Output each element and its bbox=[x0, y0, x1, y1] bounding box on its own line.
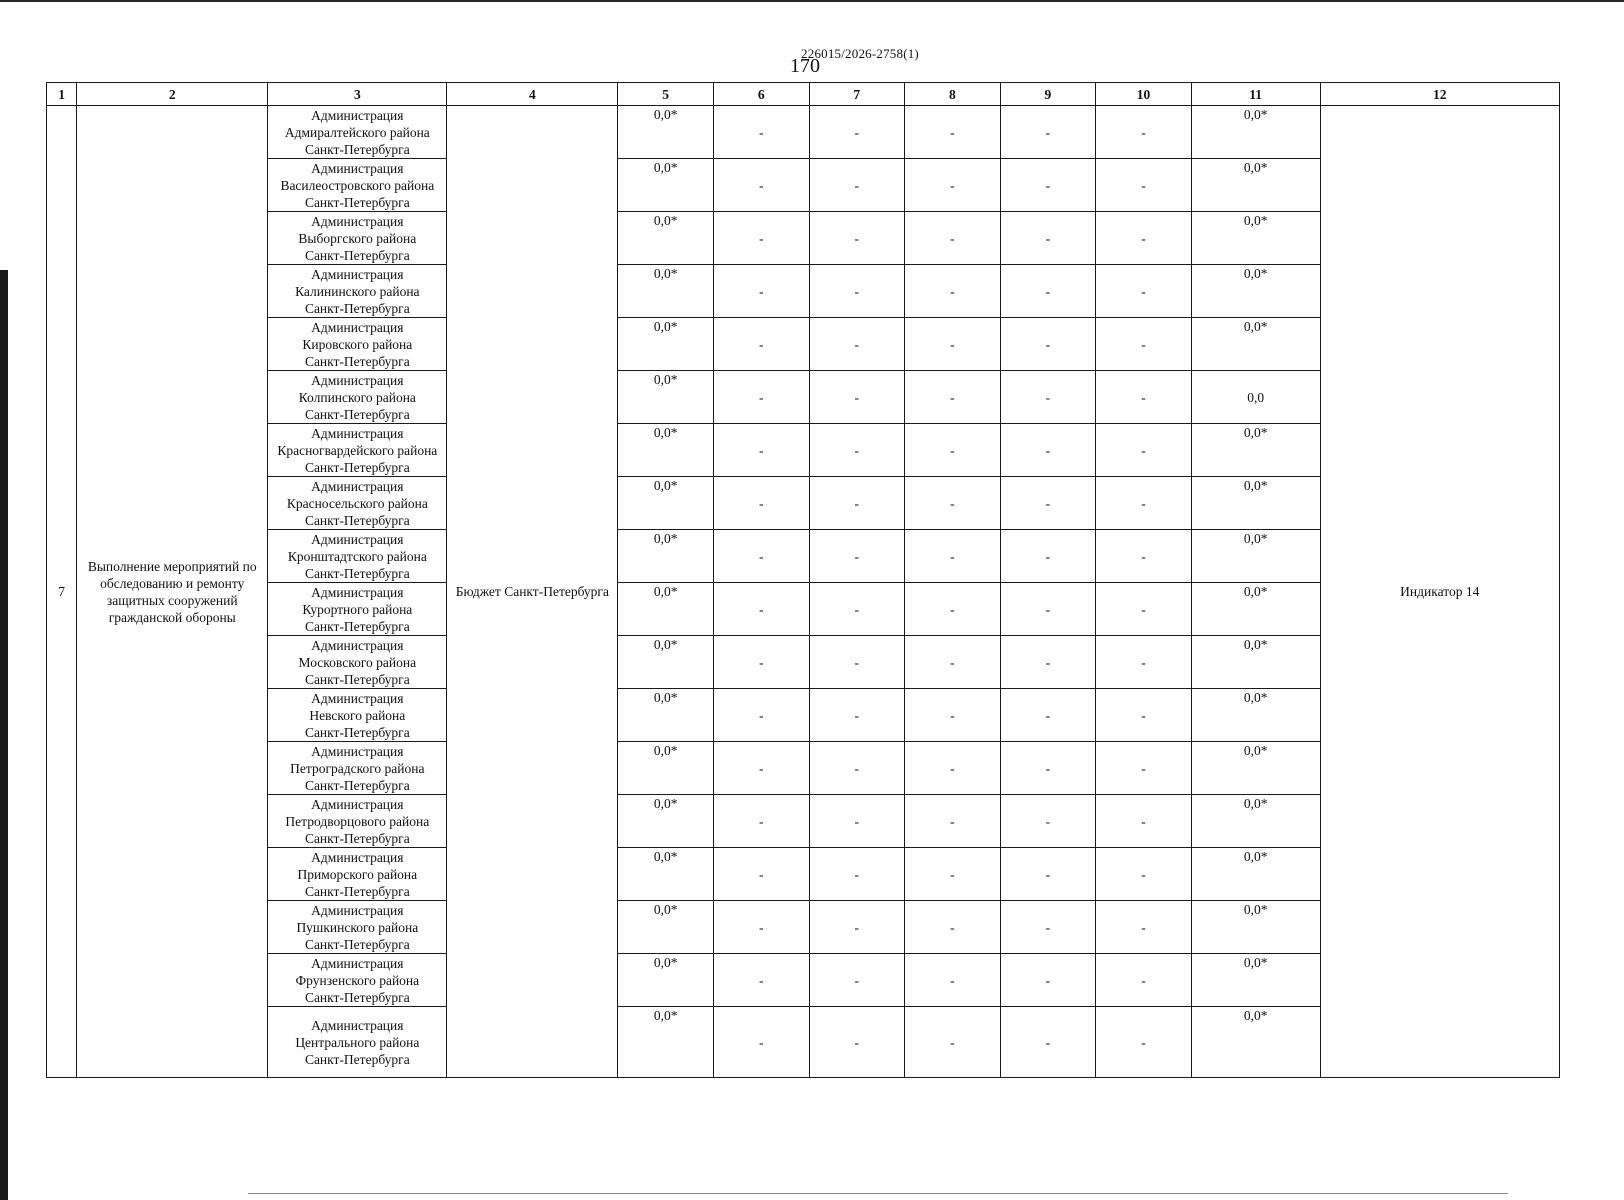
value-col-11: 0,0* bbox=[1191, 265, 1320, 318]
column-number: 4 bbox=[447, 83, 618, 106]
column-number: 7 bbox=[809, 83, 905, 106]
value-col-10: - bbox=[1096, 318, 1192, 371]
value-col-7: - bbox=[809, 636, 905, 689]
executor-name-line: Администрация bbox=[311, 213, 404, 229]
executor-name-line: Администрация bbox=[311, 266, 404, 282]
value-col-7: - bbox=[809, 848, 905, 901]
value-col-11: 0,0* bbox=[1191, 742, 1320, 795]
executor-name-line: Санкт-Петербурга bbox=[304, 353, 410, 369]
value-col-6: - bbox=[713, 583, 809, 636]
value-col-10: - bbox=[1096, 954, 1192, 1007]
value-col-6: - bbox=[713, 106, 809, 159]
executor-name-line: Красносельского района bbox=[286, 495, 428, 511]
value-col-11: 0,0* bbox=[1191, 530, 1320, 583]
value-col-5: 0,0* bbox=[618, 954, 714, 1007]
value-col-11: 0,0* bbox=[1191, 795, 1320, 848]
executor-cell bbox=[268, 689, 447, 742]
executor-cell bbox=[268, 424, 447, 477]
measure-name: Выполнение мероприятий по обследованию и ремонту защитных сооружений гражданской обороны bbox=[77, 106, 268, 1078]
value-col-6: - bbox=[713, 424, 809, 477]
value-col-5: 0,0* bbox=[618, 795, 714, 848]
value-col-7: - bbox=[809, 371, 905, 424]
value-col-7: - bbox=[809, 689, 905, 742]
value-col-8: - bbox=[905, 689, 1001, 742]
executor-name-line: Санкт-Петербурга bbox=[304, 883, 410, 899]
value-col-10: - bbox=[1096, 636, 1192, 689]
value-col-5: 0,0* bbox=[618, 371, 714, 424]
executor-cell bbox=[268, 742, 447, 795]
value-col-8: - bbox=[905, 106, 1001, 159]
table-row bbox=[47, 106, 1560, 159]
value-col-9: - bbox=[1000, 583, 1096, 636]
value-col-5: 0,0* bbox=[618, 901, 714, 954]
executor-name-line: Санкт-Петербурга bbox=[304, 565, 410, 581]
value-col-7: - bbox=[809, 901, 905, 954]
value-col-8: - bbox=[905, 636, 1001, 689]
executor-cell bbox=[268, 954, 447, 1007]
value-col-5: 0,0* bbox=[618, 636, 714, 689]
executor-cell bbox=[268, 212, 447, 265]
value-col-5: 0,0* bbox=[618, 106, 714, 159]
value-col-11: 0,0* bbox=[1191, 954, 1320, 1007]
value-col-8: - bbox=[905, 212, 1001, 265]
value-col-9: - bbox=[1000, 318, 1096, 371]
executor-cell bbox=[268, 318, 447, 371]
value-col-9: - bbox=[1000, 159, 1096, 212]
value-col-11: 0,0* bbox=[1191, 424, 1320, 477]
value-col-5: 0,0* bbox=[618, 477, 714, 530]
value-col-8: - bbox=[905, 530, 1001, 583]
value-col-8: - bbox=[905, 371, 1001, 424]
executor-name-line: Пушкинского района bbox=[296, 919, 419, 935]
value-col-10: - bbox=[1096, 848, 1192, 901]
value-col-8: - bbox=[905, 583, 1001, 636]
executor-name-line: Кронштадтского района bbox=[287, 548, 427, 564]
executor-name-line: Санкт-Петербурга bbox=[304, 777, 410, 793]
executor-name-line: Администрация bbox=[311, 531, 404, 547]
column-number: 3 bbox=[268, 83, 447, 106]
value-col-10: - bbox=[1096, 159, 1192, 212]
executor-name-line: Администрация bbox=[311, 1017, 404, 1033]
executor-name-line: Администрация bbox=[311, 796, 404, 812]
value-col-10: - bbox=[1096, 212, 1192, 265]
bottom-rule bbox=[248, 1193, 1508, 1194]
value-col-7: - bbox=[809, 318, 905, 371]
executor-name-line: Калининского района bbox=[295, 283, 420, 299]
value-col-9: - bbox=[1000, 848, 1096, 901]
value-col-5: 0,0* bbox=[618, 1007, 714, 1078]
value-col-6: - bbox=[713, 954, 809, 1007]
value-col-5: 0,0* bbox=[618, 742, 714, 795]
value-col-9: - bbox=[1000, 742, 1096, 795]
value-col-9: - bbox=[1000, 1007, 1096, 1078]
value-col-10: - bbox=[1096, 530, 1192, 583]
column-number-row bbox=[47, 83, 1560, 106]
executor-name-line: Администрация bbox=[311, 372, 404, 388]
executor-cell bbox=[268, 795, 447, 848]
executor-name-line: Администрация bbox=[311, 584, 404, 600]
executor-name-line: Адмиралтейского района bbox=[284, 124, 430, 140]
scan-edge-left bbox=[0, 270, 8, 1200]
executor-name-line: Кировского района bbox=[302, 336, 413, 352]
executor-name-line: Санкт-Петербурга bbox=[304, 671, 410, 687]
executor-name-line: Администрация bbox=[311, 690, 404, 706]
column-number: 9 bbox=[1000, 83, 1096, 106]
document-code: 226015/2026-2758(1) bbox=[801, 46, 919, 61]
value-col-8: - bbox=[905, 318, 1001, 371]
executor-name-line: Администрация bbox=[311, 425, 404, 441]
value-col-8: - bbox=[905, 742, 1001, 795]
executor-cell bbox=[268, 1007, 447, 1078]
column-number: 1 bbox=[47, 83, 77, 106]
value-col-6: - bbox=[713, 848, 809, 901]
value-col-6: - bbox=[713, 212, 809, 265]
value-col-6: - bbox=[713, 530, 809, 583]
value-col-10: - bbox=[1096, 689, 1192, 742]
value-col-5: 0,0* bbox=[618, 159, 714, 212]
value-col-9: - bbox=[1000, 371, 1096, 424]
executor-name-line: Колпинского района bbox=[298, 389, 416, 405]
column-number: 11 bbox=[1191, 83, 1320, 106]
value-col-8: - bbox=[905, 477, 1001, 530]
value-col-6: - bbox=[713, 1007, 809, 1078]
value-col-6: - bbox=[713, 636, 809, 689]
value-col-9: - bbox=[1000, 424, 1096, 477]
value-col-6: - bbox=[713, 318, 809, 371]
value-col-5: 0,0* bbox=[618, 583, 714, 636]
value-col-7: - bbox=[809, 212, 905, 265]
executor-name-line: Петродворцового района bbox=[285, 813, 430, 829]
page-number: 170 bbox=[790, 55, 820, 77]
value-col-7: - bbox=[809, 742, 905, 795]
value-col-7: - bbox=[809, 477, 905, 530]
value-col-9: - bbox=[1000, 795, 1096, 848]
value-col-11: 0,0* bbox=[1191, 636, 1320, 689]
value-col-6: - bbox=[713, 742, 809, 795]
value-col-7: - bbox=[809, 530, 905, 583]
executor-name-line: Администрация bbox=[311, 637, 404, 653]
row-number: 7 bbox=[47, 106, 77, 1078]
value-col-7: - bbox=[809, 795, 905, 848]
executor-cell bbox=[268, 106, 447, 159]
value-col-9: - bbox=[1000, 212, 1096, 265]
column-number: 2 bbox=[77, 83, 268, 106]
executor-cell bbox=[268, 583, 447, 636]
value-col-6: - bbox=[713, 689, 809, 742]
scan-edge-top bbox=[0, 0, 1624, 2]
value-col-6: - bbox=[713, 371, 809, 424]
value-col-11: 0,0* bbox=[1191, 689, 1320, 742]
value-col-5: 0,0* bbox=[618, 689, 714, 742]
executor-cell bbox=[268, 371, 447, 424]
value-col-7: - bbox=[809, 954, 905, 1007]
executor-name-line: Санкт-Петербурга bbox=[304, 300, 410, 316]
value-col-10: - bbox=[1096, 901, 1192, 954]
value-col-8: - bbox=[905, 901, 1001, 954]
executor-name-line: Санкт-Петербурга bbox=[304, 406, 410, 422]
value-col-5: 0,0* bbox=[618, 265, 714, 318]
executor-name-line: Санкт-Петербурга bbox=[304, 1051, 410, 1067]
executor-name-line: Санкт-Петербурга bbox=[304, 989, 410, 1005]
executor-cell bbox=[268, 636, 447, 689]
value-col-8: - bbox=[905, 954, 1001, 1007]
value-col-7: - bbox=[809, 265, 905, 318]
value-col-9: - bbox=[1000, 689, 1096, 742]
value-col-6: - bbox=[713, 901, 809, 954]
value-col-11: 0,0* bbox=[1191, 1007, 1320, 1078]
executor-name-line: Администрация bbox=[311, 743, 404, 759]
value-col-11: 0,0* bbox=[1191, 583, 1320, 636]
value-col-9: - bbox=[1000, 636, 1096, 689]
executor-name-line: Администрация bbox=[311, 160, 404, 176]
value-col-7: - bbox=[809, 106, 905, 159]
value-col-10: - bbox=[1096, 742, 1192, 795]
value-col-11: 0,0* bbox=[1191, 901, 1320, 954]
value-col-5: 0,0* bbox=[618, 848, 714, 901]
executor-name-line: Невского района bbox=[309, 707, 406, 723]
column-number: 8 bbox=[905, 83, 1001, 106]
executor-name-line: Администрация bbox=[311, 902, 404, 918]
column-number: 6 bbox=[713, 83, 809, 106]
funding-source: Бюджет Санкт-Петербурга bbox=[447, 106, 618, 1078]
executor-name-line: Курортного района bbox=[302, 601, 413, 617]
value-col-8: - bbox=[905, 1007, 1001, 1078]
value-col-11: 0,0* bbox=[1191, 212, 1320, 265]
value-col-6: - bbox=[713, 477, 809, 530]
executor-name-line: Санкт-Петербурга bbox=[304, 618, 410, 634]
value-col-5: 0,0* bbox=[618, 424, 714, 477]
value-col-9: - bbox=[1000, 265, 1096, 318]
column-number: 12 bbox=[1320, 83, 1559, 106]
value-col-7: - bbox=[809, 1007, 905, 1078]
executor-name-line: Администрация bbox=[311, 319, 404, 335]
value-col-9: - bbox=[1000, 901, 1096, 954]
value-col-8: - bbox=[905, 795, 1001, 848]
value-col-11: 0,0* bbox=[1191, 318, 1320, 371]
executor-name-line: Санкт-Петербурга bbox=[304, 141, 410, 157]
value-col-9: - bbox=[1000, 530, 1096, 583]
executor-name-line: Санкт-Петербурга bbox=[304, 936, 410, 952]
column-number: 10 bbox=[1096, 83, 1192, 106]
value-col-7: - bbox=[809, 424, 905, 477]
value-col-10: - bbox=[1096, 106, 1192, 159]
value-col-5: 0,0* bbox=[618, 212, 714, 265]
value-col-10: - bbox=[1096, 1007, 1192, 1078]
value-col-11: 0,0* bbox=[1191, 106, 1320, 159]
value-col-9: - bbox=[1000, 106, 1096, 159]
budget-table bbox=[46, 82, 1560, 1078]
value-col-10: - bbox=[1096, 795, 1192, 848]
executor-name-line: Василеостровского района bbox=[280, 177, 435, 193]
value-col-7: - bbox=[809, 159, 905, 212]
value-col-11: 0,0* bbox=[1191, 477, 1320, 530]
executor-name-line: Санкт-Петербурга bbox=[304, 194, 410, 210]
executor-name-line: Администрация bbox=[311, 107, 404, 123]
executor-name-line: Санкт-Петербурга bbox=[304, 724, 410, 740]
column-number: 5 bbox=[618, 83, 714, 106]
executor-name-line: Администрация bbox=[311, 849, 404, 865]
value-col-8: - bbox=[905, 424, 1001, 477]
value-col-10: - bbox=[1096, 371, 1192, 424]
value-col-7: - bbox=[809, 583, 905, 636]
executor-cell bbox=[268, 530, 447, 583]
executor-name-line: Администрация bbox=[311, 955, 404, 971]
value-col-9: - bbox=[1000, 477, 1096, 530]
executor-name-line: Московского района bbox=[298, 654, 417, 670]
value-col-6: - bbox=[713, 159, 809, 212]
executor-cell bbox=[268, 477, 447, 530]
executor-name-line: Администрация bbox=[311, 478, 404, 494]
executor-cell bbox=[268, 159, 447, 212]
value-col-11: 0,0* bbox=[1191, 159, 1320, 212]
value-col-8: - bbox=[905, 265, 1001, 318]
executor-name-line: Санкт-Петербурга bbox=[304, 459, 410, 475]
executor-cell bbox=[268, 265, 447, 318]
value-col-5: 0,0* bbox=[618, 530, 714, 583]
executor-name-line: Красногвардейского района bbox=[277, 442, 438, 458]
value-col-10: - bbox=[1096, 265, 1192, 318]
value-col-6: - bbox=[713, 795, 809, 848]
executor-name-line: Санкт-Петербурга bbox=[304, 512, 410, 528]
value-col-11: 0,0 bbox=[1191, 371, 1320, 424]
value-col-10: - bbox=[1096, 477, 1192, 530]
executor-name-line: Фрунзенского района bbox=[295, 972, 420, 988]
executor-cell bbox=[268, 848, 447, 901]
executor-name-line: Центрального района bbox=[295, 1034, 420, 1050]
executor-name-line: Выборгского района bbox=[298, 230, 417, 246]
value-col-10: - bbox=[1096, 583, 1192, 636]
value-col-5: 0,0* bbox=[618, 318, 714, 371]
executor-cell bbox=[268, 901, 447, 954]
value-col-9: - bbox=[1000, 954, 1096, 1007]
indicator-name: Индикатор 14 bbox=[1320, 106, 1559, 1078]
table-body bbox=[47, 83, 1560, 1078]
value-col-11: 0,0* bbox=[1191, 848, 1320, 901]
executor-name-line: Петроградского района bbox=[290, 760, 425, 776]
value-col-8: - bbox=[905, 159, 1001, 212]
value-col-10: - bbox=[1096, 424, 1192, 477]
executor-name-line: Приморского района bbox=[297, 866, 418, 882]
value-col-6: - bbox=[713, 265, 809, 318]
executor-name-line: Санкт-Петербурга bbox=[304, 830, 410, 846]
value-col-8: - bbox=[905, 848, 1001, 901]
executor-name-line: Санкт-Петербурга bbox=[304, 247, 410, 263]
